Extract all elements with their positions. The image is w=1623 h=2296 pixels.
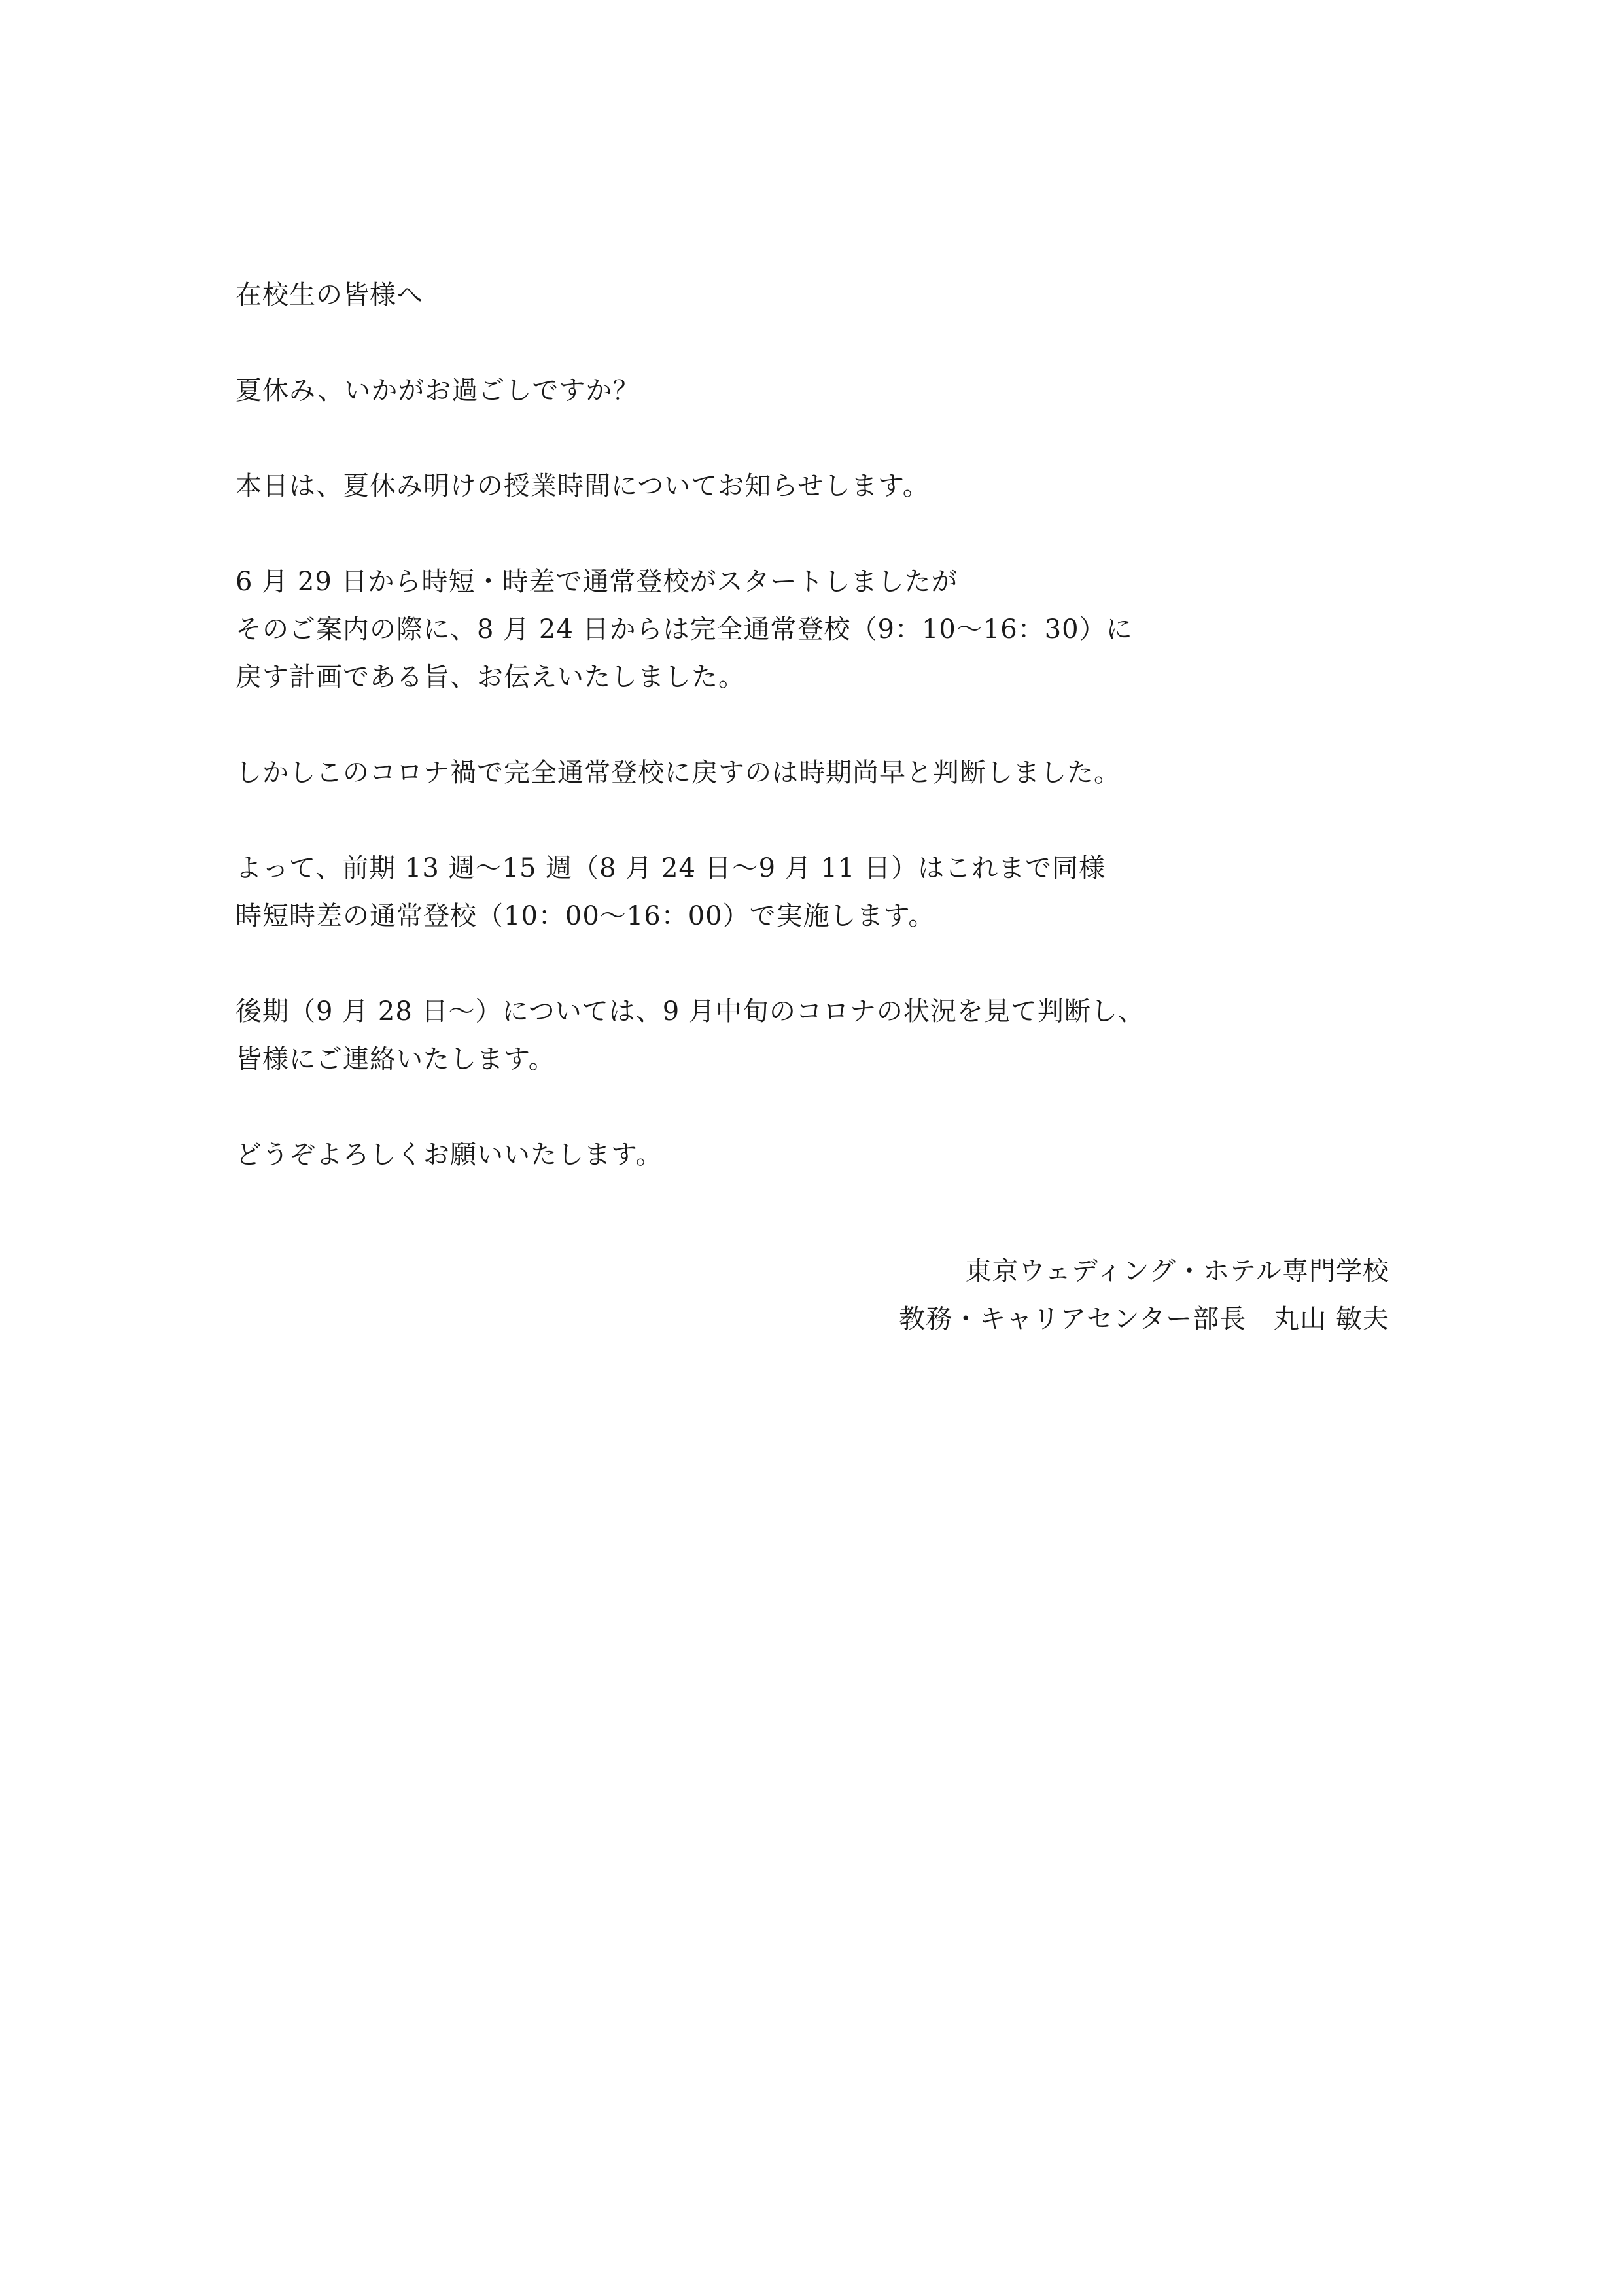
implementation-paragraph (236, 845, 1413, 940)
second-term-paragraph (236, 988, 1413, 1084)
paragraph-line: 後期（9 月 28 日〜）については、9 月中旬のコロナの状況を見て判断し、 (236, 997, 1145, 1027)
closing (236, 1131, 1413, 1179)
organization-name: 東京ウェディング・ホテル専門学校 (965, 1256, 1389, 1286)
salutation-text: 在校生の皆様へ (236, 280, 423, 310)
paragraph-line: 皆様にご連絡いたします。 (236, 1044, 555, 1074)
paragraph-line: 6 月 29 日から時短・時差で通常登校がスタートしましたが (236, 567, 958, 597)
paragraph-line: よって、前期 13 週〜15 週（8 月 24 日〜9 月 11 日）はこれまで同様 (236, 853, 1106, 883)
letter-body (236, 272, 1413, 1227)
paragraph-line: そのご案内の際に、8 月 24 日からは完全通常登校（9：10〜16：30）に (236, 614, 1133, 645)
sender-name: 教務・キャリアセンター部長 丸山 敏夫 (899, 1304, 1389, 1334)
salutation (236, 272, 1413, 319)
schedule-paragraph (236, 558, 1413, 701)
paragraph-line: 時短時差の通常登校（10：00〜16：00）で実施します。 (236, 901, 935, 931)
greeting (236, 367, 1413, 415)
paragraph-line: 戻す計画である旨、お伝えいたしました。 (236, 662, 745, 692)
decision-paragraph (236, 749, 1413, 797)
intro-paragraph (236, 463, 1413, 510)
signature-block (899, 1248, 1389, 1343)
paragraph-line: しかしこのコロナ禍で完全通常登校に戻すのは時期尚早と判断しました。 (236, 758, 1121, 788)
closing-text: どうぞよろしくお願いいたします。 (236, 1140, 663, 1170)
greeting-text: 夏休み、いかがお過ごしですか？ (236, 376, 640, 406)
intro-text: 本日は、夏休み明けの授業時間についてお知らせします。 (236, 471, 930, 501)
